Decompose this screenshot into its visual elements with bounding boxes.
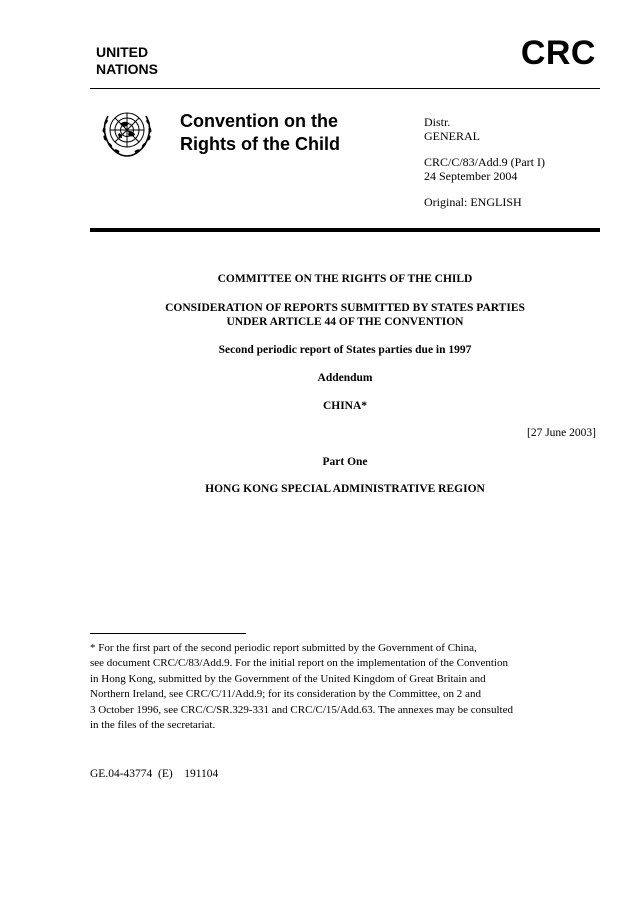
convention-title-line-2: Rights of the Child: [180, 134, 340, 154]
footnote-line: Northern Ireland, see CRC/C/11/Add.9; for its consideration by the Committee, on 2 and: [90, 688, 481, 701]
document-metadata: [424, 115, 545, 209]
document-code: CRC: [520, 34, 596, 72]
consideration-line-2: UNDER ARTICLE 44 OF THE CONVENTION: [226, 316, 464, 328]
footnote-line: see document CRC/C/83/Add.9. For the initial report on the implementation of the Convention: [90, 657, 508, 670]
convention-title-line-1: Convention on the: [180, 111, 338, 131]
footnote-line: * For the first part of the second periodic report submitted by the Government of China,: [90, 642, 477, 654]
addendum-heading: Addendum: [317, 372, 373, 384]
convention-title: [180, 110, 340, 156]
report-date: [27 June 2003]: [527, 427, 596, 439]
country-heading: CHINA*: [322, 400, 368, 412]
header-thick-divider: [90, 228, 600, 232]
original-language: Original: ENGLISH: [424, 195, 522, 209]
document-date: 24 September 2004: [424, 169, 518, 183]
distribution-value: GENERAL: [424, 129, 480, 143]
distribution-label: Distr.: [424, 115, 451, 129]
part-heading: Part One: [322, 456, 368, 468]
consideration-heading: [90, 301, 600, 329]
consideration-line-1: CONSIDERATION OF REPORTS SUBMITTED BY STATES PARTIES: [165, 302, 525, 314]
org-line-1: UNITED: [96, 44, 149, 60]
job-number: GE.04-43774 (E) 191104: [90, 768, 219, 780]
un-emblem-icon: [96, 104, 158, 160]
footnote-line: in Hong Kong, submitted by the Government of the United Kingdom of Great Britain and: [90, 672, 486, 685]
footnote-separator: [90, 633, 246, 634]
footnote-line: in the files of the secretariat.: [90, 719, 216, 732]
organization-name: [96, 44, 158, 78]
region-heading: HONG KONG SPECIAL ADMINISTRATIVE REGION: [205, 483, 485, 495]
periodic-report-heading: Second periodic report of States parties due in 1997: [218, 344, 472, 356]
header-divider: [90, 88, 600, 89]
footnote: [90, 641, 596, 733]
document-symbol: CRC/C/83/Add.9 (Part I): [424, 155, 546, 169]
committee-heading: COMMITTEE ON THE RIGHTS OF THE CHILD: [217, 273, 473, 285]
org-line-2: NATIONS: [96, 61, 158, 77]
footnote-line: 3 October 1996, see CRC/C/SR.329-331 and CRC/C/15/Add.63. The annexes may be consulted: [90, 703, 513, 716]
